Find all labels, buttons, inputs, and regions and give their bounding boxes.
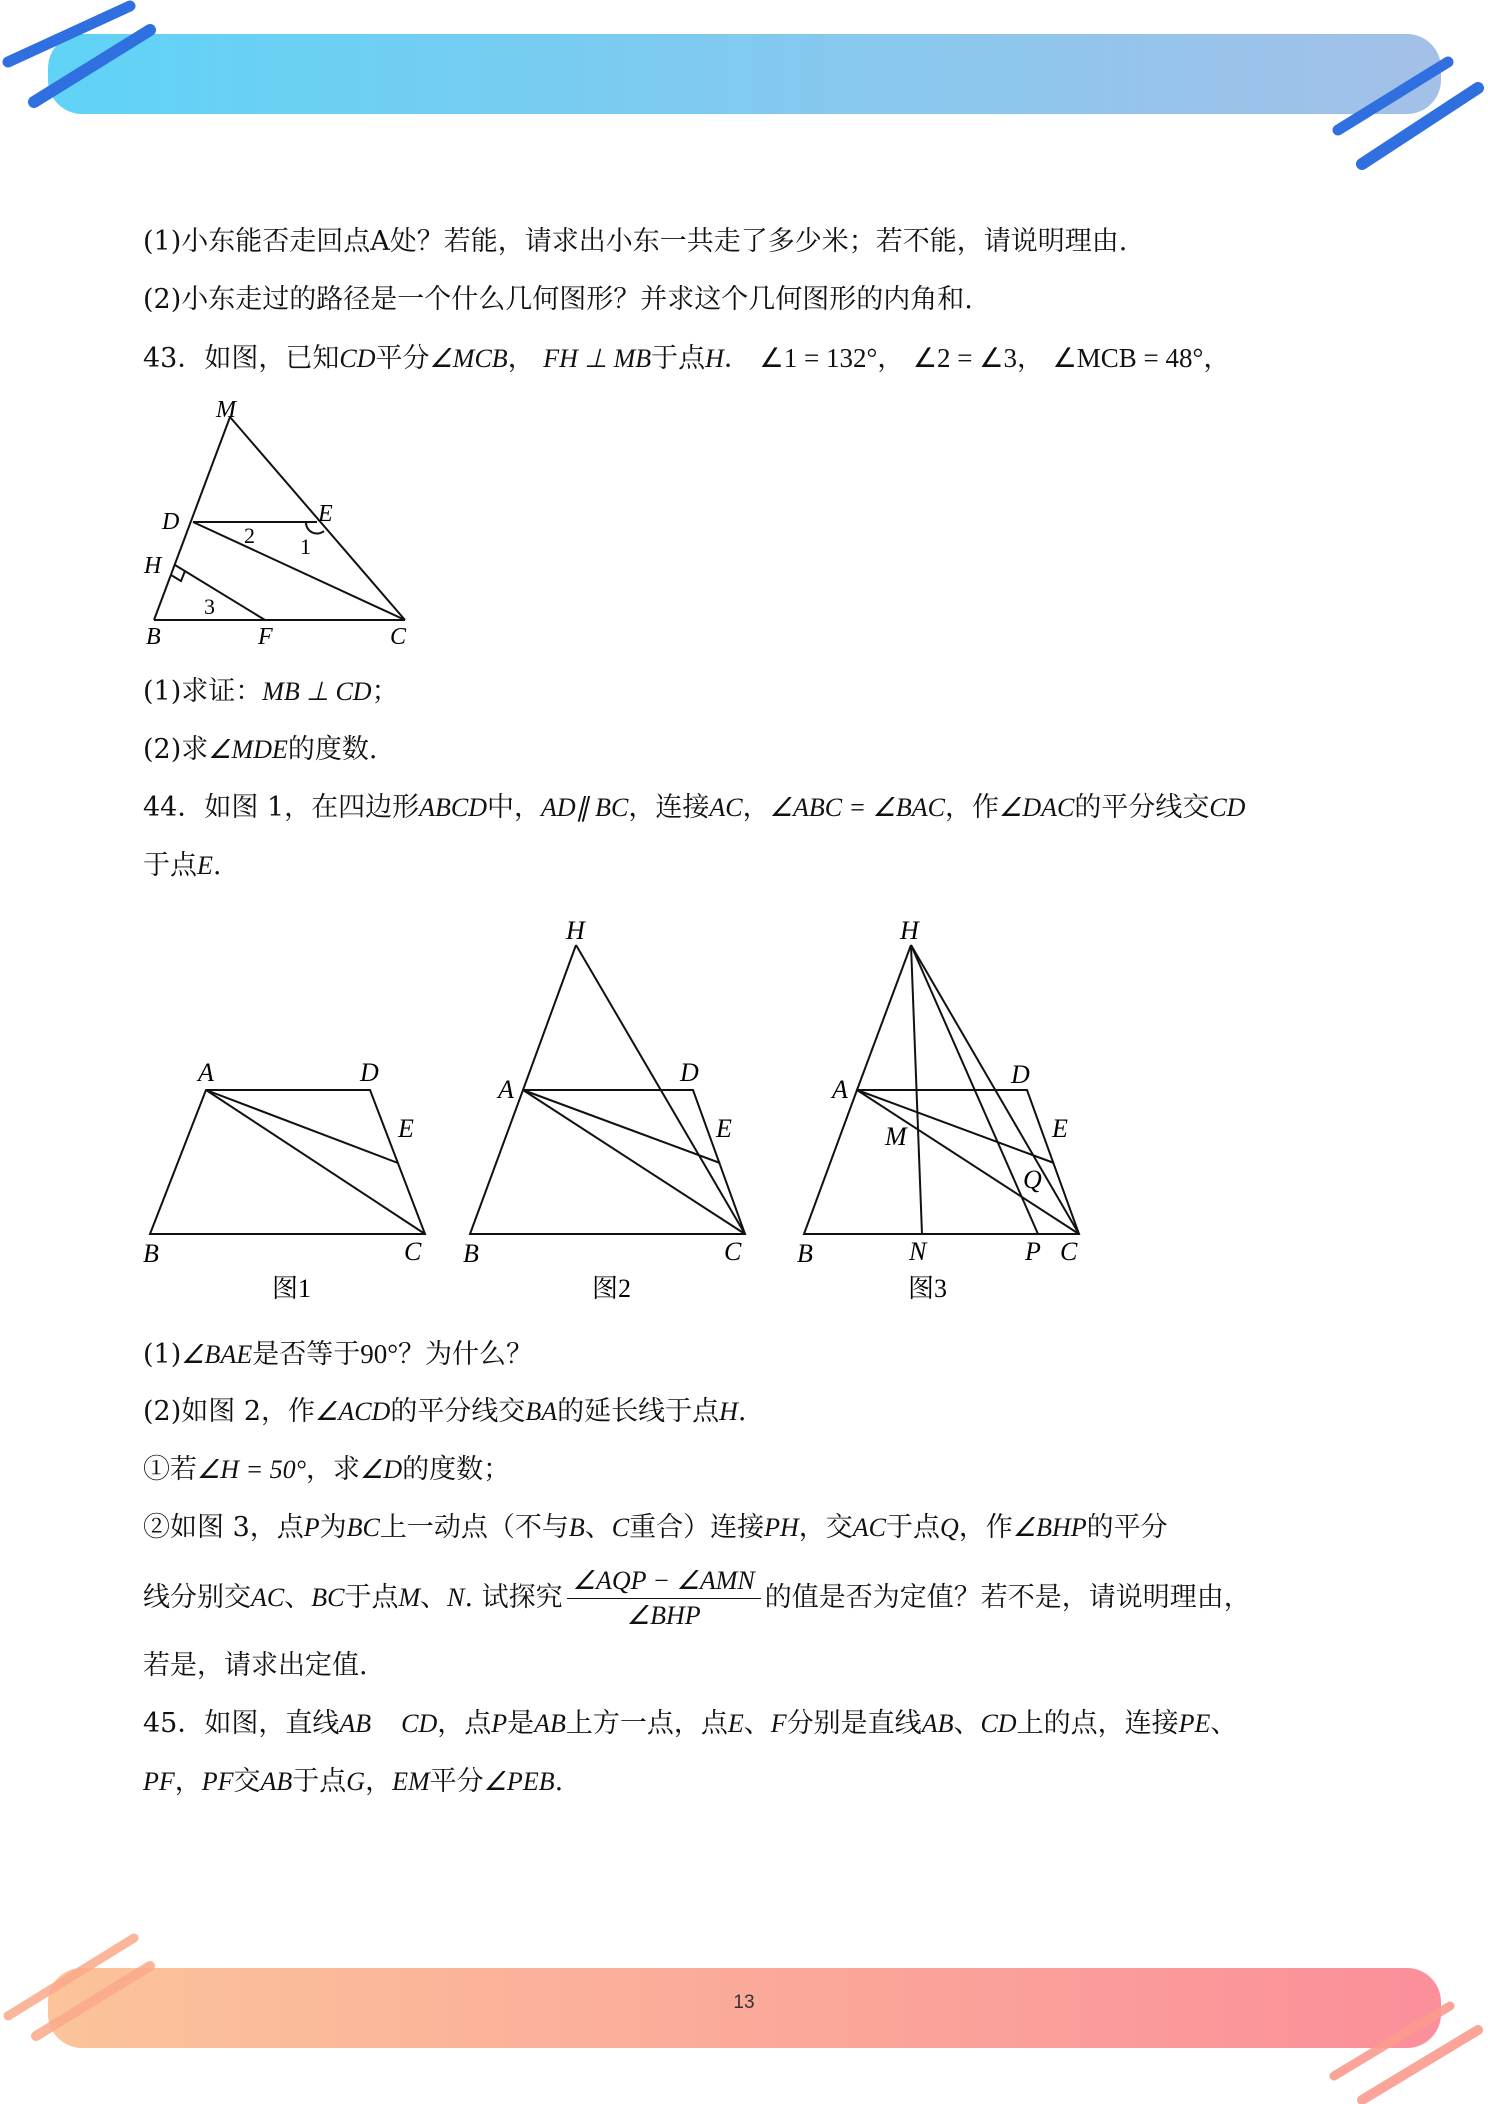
q44-math: AC bbox=[709, 793, 743, 822]
q43-angle-3: 3 bbox=[204, 594, 215, 619]
q44-math: ∠BHP bbox=[1012, 1513, 1087, 1542]
q44-fig3-label-H: H bbox=[900, 916, 919, 945]
q45-text: 、 bbox=[953, 1708, 981, 1739]
q43-text: 43．如图，已知 bbox=[143, 343, 340, 374]
q44-math: ∠ABC = ∠BAC bbox=[769, 793, 946, 822]
q43-math: ∠MCB bbox=[429, 344, 508, 373]
q43-text: ， bbox=[507, 343, 535, 374]
q44-part1 bbox=[143, 1336, 533, 1373]
q43-text: ． bbox=[723, 343, 751, 374]
q44-text: 重合）连接 bbox=[629, 1512, 765, 1543]
q43-stem bbox=[143, 340, 1230, 377]
q45-text: 是 bbox=[507, 1708, 535, 1739]
q45-math: EM bbox=[392, 1767, 430, 1796]
q44-math: ∠D bbox=[360, 1455, 403, 1484]
q44-text: ， bbox=[742, 792, 770, 823]
q45-text: 平分 bbox=[429, 1766, 484, 1797]
q44-text: 的平分 bbox=[1086, 1512, 1168, 1543]
q44-text: ，作 bbox=[945, 792, 1000, 823]
q44-fig2-caption: 图2 bbox=[592, 1274, 632, 1303]
q43-label-M: M bbox=[216, 397, 236, 423]
q44-fig2-label-C: C bbox=[724, 1237, 742, 1266]
q44-text: . bbox=[212, 850, 222, 881]
q44-fig1-AC bbox=[206, 1090, 425, 1234]
q45-math: PE bbox=[1178, 1709, 1211, 1738]
q44-fig3-label-B: B bbox=[797, 1239, 813, 1268]
q43-figure bbox=[140, 395, 430, 655]
q44-fig3-label-A: A bbox=[832, 1075, 848, 1104]
q44-math: M bbox=[398, 1583, 421, 1612]
q44-math: BC bbox=[311, 1583, 345, 1612]
q45-math: E bbox=[727, 1709, 744, 1738]
q45-line1 bbox=[143, 1706, 1237, 1742]
q44-math: E bbox=[197, 851, 213, 880]
q44-text: 是否等于 bbox=[252, 1339, 361, 1370]
q43-part2 bbox=[143, 732, 377, 768]
q43-seg-HF bbox=[175, 565, 265, 620]
q44-fig1-label-D: D bbox=[360, 1058, 379, 1087]
q44-math: P bbox=[303, 1513, 320, 1542]
q43-math: ∠1 = 132° bbox=[759, 343, 878, 373]
q44-fig2-AH bbox=[523, 945, 576, 1090]
q44-math: N bbox=[447, 1583, 465, 1612]
q44-math: PH bbox=[764, 1513, 799, 1542]
q44-fig2-AE bbox=[523, 1090, 720, 1163]
q44-fig3-label-N: N bbox=[909, 1237, 927, 1266]
q44-math: H bbox=[719, 1397, 738, 1426]
q42-part2: (2)小东走过的路径是一个什么几何图形？并求这个几何图形的内角和. bbox=[143, 284, 973, 315]
q44-text: . bbox=[737, 1396, 747, 1427]
q43-label-B: B bbox=[146, 624, 161, 650]
q45-math: F bbox=[770, 1709, 787, 1738]
q45-line2 bbox=[143, 1764, 563, 1800]
q43-label-D: D bbox=[162, 509, 180, 535]
q45-text: ，点 bbox=[437, 1708, 492, 1739]
q44-fig1-caption: 图1 bbox=[272, 1274, 312, 1303]
q44-math: ∠ACD bbox=[315, 1397, 391, 1426]
q45-math: CD bbox=[401, 1709, 438, 1738]
q44-fig2-label-D: D bbox=[680, 1058, 699, 1087]
q44-math: AC bbox=[251, 1583, 285, 1612]
q44-fig1-label-A: A bbox=[198, 1058, 214, 1087]
q44-math: AC bbox=[852, 1513, 887, 1542]
q44-text: (2)如图 2，作 bbox=[143, 1396, 316, 1427]
q44-text: . 试探究 bbox=[464, 1582, 563, 1613]
q43-label-E: E bbox=[318, 501, 333, 527]
q44-fig2-AC bbox=[523, 1090, 745, 1234]
q44-math: C bbox=[611, 1513, 630, 1542]
q45-math: G bbox=[346, 1767, 366, 1796]
q45-math: CD bbox=[980, 1709, 1017, 1738]
q44-fraction-denominator: ∠BHP bbox=[626, 1601, 701, 1630]
q44-subpart2-line3: 若是，请求出定值. bbox=[143, 1650, 368, 1681]
q43-text: ， bbox=[1016, 343, 1044, 374]
q44-text: (1) bbox=[143, 1339, 182, 1370]
q45-text: 上方一点，点 bbox=[565, 1708, 728, 1739]
q44-text: ，求 bbox=[306, 1454, 361, 1485]
q43-math: CD bbox=[339, 344, 376, 373]
q44-text: 44．如图 1，在四边形 bbox=[143, 792, 420, 823]
q45-math: AB bbox=[339, 1709, 372, 1738]
q44-fig3-label-D: D bbox=[1011, 1060, 1030, 1089]
q43-text: ， bbox=[877, 343, 905, 374]
q44-math: ∠DAC bbox=[999, 793, 1075, 822]
q43-text: (1)求证： bbox=[143, 676, 263, 707]
q44-text: ①若 bbox=[143, 1454, 197, 1485]
q44-fig3-label-C: C bbox=[1060, 1237, 1078, 1266]
q44-text: 上一动点（不与 bbox=[379, 1512, 569, 1543]
q44-fig2-label-E: E bbox=[716, 1114, 732, 1143]
page-number: 13 bbox=[733, 1992, 755, 2013]
q44-fig3-label-Q: Q bbox=[1023, 1165, 1042, 1194]
q44-math: BA bbox=[525, 1397, 558, 1426]
q44-text: 的值是否为定值？若不是，请说明理由， bbox=[764, 1582, 1251, 1613]
q44-text: 的度数； bbox=[402, 1454, 511, 1485]
q44-text: 为 bbox=[319, 1512, 347, 1543]
q45-math: P bbox=[491, 1709, 508, 1738]
q45-text: 、 bbox=[1210, 1708, 1238, 1739]
q43-math: ∠MDE bbox=[208, 735, 288, 764]
q44-part2 bbox=[143, 1394, 746, 1430]
q44-figure1 bbox=[150, 1090, 425, 1234]
q44-figures bbox=[0, 905, 1488, 1315]
q44-fig2-label-H: H bbox=[566, 916, 585, 945]
q44-text: 、 bbox=[420, 1582, 448, 1613]
q43-math: MB ⊥ CD bbox=[262, 677, 372, 706]
q44-fig3-label-P: P bbox=[1025, 1237, 1041, 1266]
q45-text: ， bbox=[174, 1766, 202, 1797]
q45-text: 、 bbox=[743, 1708, 771, 1739]
q44-text: 的平分线交 bbox=[390, 1396, 526, 1427]
q44-text: 的平分线交 bbox=[1074, 792, 1210, 823]
q43-part1 bbox=[143, 674, 399, 710]
q44-text: ，连接 bbox=[628, 792, 710, 823]
q43-angle-2: 2 bbox=[244, 523, 255, 548]
q44-fig3-caption: 图3 bbox=[908, 1274, 948, 1303]
q44-subpart1 bbox=[143, 1452, 510, 1488]
footer-banner bbox=[0, 1924, 1488, 2104]
q44-fig1-quad bbox=[150, 1090, 425, 1234]
q44-math: ∠H = 50° bbox=[197, 1455, 307, 1484]
q45-math: AB bbox=[260, 1767, 293, 1796]
q43-right-angle-mark bbox=[171, 571, 185, 581]
q44-stem-line1 bbox=[143, 790, 1245, 826]
q44-fraction-numerator: ∠AQP − ∠AMN bbox=[567, 1564, 761, 1599]
q45-text: 45．如图，直线 bbox=[143, 1708, 340, 1739]
q44-fraction bbox=[567, 1564, 761, 1633]
q45-text: 于点 bbox=[292, 1766, 347, 1797]
q44-fig1-label-B: B bbox=[143, 1239, 159, 1268]
q43-text: ； bbox=[371, 676, 399, 707]
q44-math: CD bbox=[1209, 793, 1246, 822]
q44-text: ，作 bbox=[958, 1512, 1013, 1543]
q44-text: 于点 bbox=[143, 850, 197, 881]
q44-fig3-label-E: E bbox=[1052, 1114, 1068, 1143]
q42-part1: (1)小东能否走回点A处？若能，请求出小东一共走了多少米；若不能，请说明理由. bbox=[143, 226, 1128, 257]
q44-fig3-AC bbox=[857, 1090, 1079, 1234]
q45-math: PF bbox=[143, 1767, 175, 1796]
q44-subpart2-line2 bbox=[143, 1561, 1251, 1635]
q43-seg-DC bbox=[193, 522, 405, 620]
q43-text: ， bbox=[1203, 343, 1231, 374]
q45-text: 交 bbox=[233, 1766, 261, 1797]
q44-text: 的延长线于点 bbox=[557, 1396, 720, 1427]
q44-text: 、 bbox=[284, 1582, 312, 1613]
q44-fig1-label-E: E bbox=[398, 1114, 414, 1143]
q45-text: 分别是直线 bbox=[786, 1708, 922, 1739]
q43-math: FH ⊥ MB bbox=[543, 344, 652, 373]
q44-text: 于点 bbox=[886, 1512, 941, 1543]
q45-text: . bbox=[554, 1766, 564, 1797]
q44-math: B bbox=[568, 1513, 585, 1542]
q43-math: ∠2 = ∠3 bbox=[912, 343, 1017, 373]
q45-text: ， bbox=[365, 1766, 393, 1797]
q44-text: ，交 bbox=[798, 1512, 853, 1543]
q44-subpart2-line1 bbox=[143, 1510, 1168, 1546]
q44-math: AD∥ BC bbox=[541, 793, 629, 822]
q43-text: 于点 bbox=[651, 343, 706, 374]
q45-text: 上的点，连接 bbox=[1016, 1708, 1179, 1739]
q44-math: 90° bbox=[360, 1339, 399, 1369]
q43-label-F: F bbox=[258, 624, 273, 650]
q44-stem-line2 bbox=[143, 848, 221, 884]
q45-math: PF bbox=[201, 1767, 234, 1796]
q43-label-H: H bbox=[144, 553, 162, 579]
q44-fig2-label-A: A bbox=[498, 1075, 514, 1104]
q44-text: 线分别交 bbox=[143, 1582, 251, 1613]
q44-math: ∠BAE bbox=[181, 1340, 253, 1369]
header-banner bbox=[0, 0, 1488, 180]
q44-math: ABCD bbox=[419, 793, 488, 822]
q43-math: H bbox=[705, 344, 724, 373]
q44-text: ？为什么？ bbox=[398, 1339, 534, 1370]
q44-text: ②如图 3，点 bbox=[143, 1512, 304, 1543]
q44-text: 、 bbox=[584, 1512, 612, 1543]
q45-math: ∠PEB bbox=[483, 1767, 555, 1796]
q44-fig3-label-M: M bbox=[885, 1122, 907, 1151]
q43-angle-1: 1 bbox=[300, 534, 311, 559]
q45-math: AB bbox=[921, 1709, 954, 1738]
q45-math: AB bbox=[534, 1709, 566, 1738]
q43-math: ∠MCB = 48° bbox=[1052, 343, 1204, 373]
q44-math: Q bbox=[940, 1513, 959, 1542]
q43-text: 平分 bbox=[375, 343, 430, 374]
header-bar bbox=[48, 34, 1441, 114]
q43-text: (2)求 bbox=[143, 734, 209, 765]
q44-fig1-label-C: C bbox=[404, 1237, 422, 1266]
q44-text: 于点 bbox=[344, 1582, 399, 1613]
q43-text: 的度数. bbox=[287, 734, 378, 765]
q43-label-C: C bbox=[390, 624, 407, 650]
q44-fig2-label-B: B bbox=[463, 1239, 479, 1268]
q44-math: BC bbox=[346, 1513, 380, 1542]
q44-text: 中， bbox=[487, 792, 542, 823]
q44-fig3-AH bbox=[857, 945, 911, 1090]
